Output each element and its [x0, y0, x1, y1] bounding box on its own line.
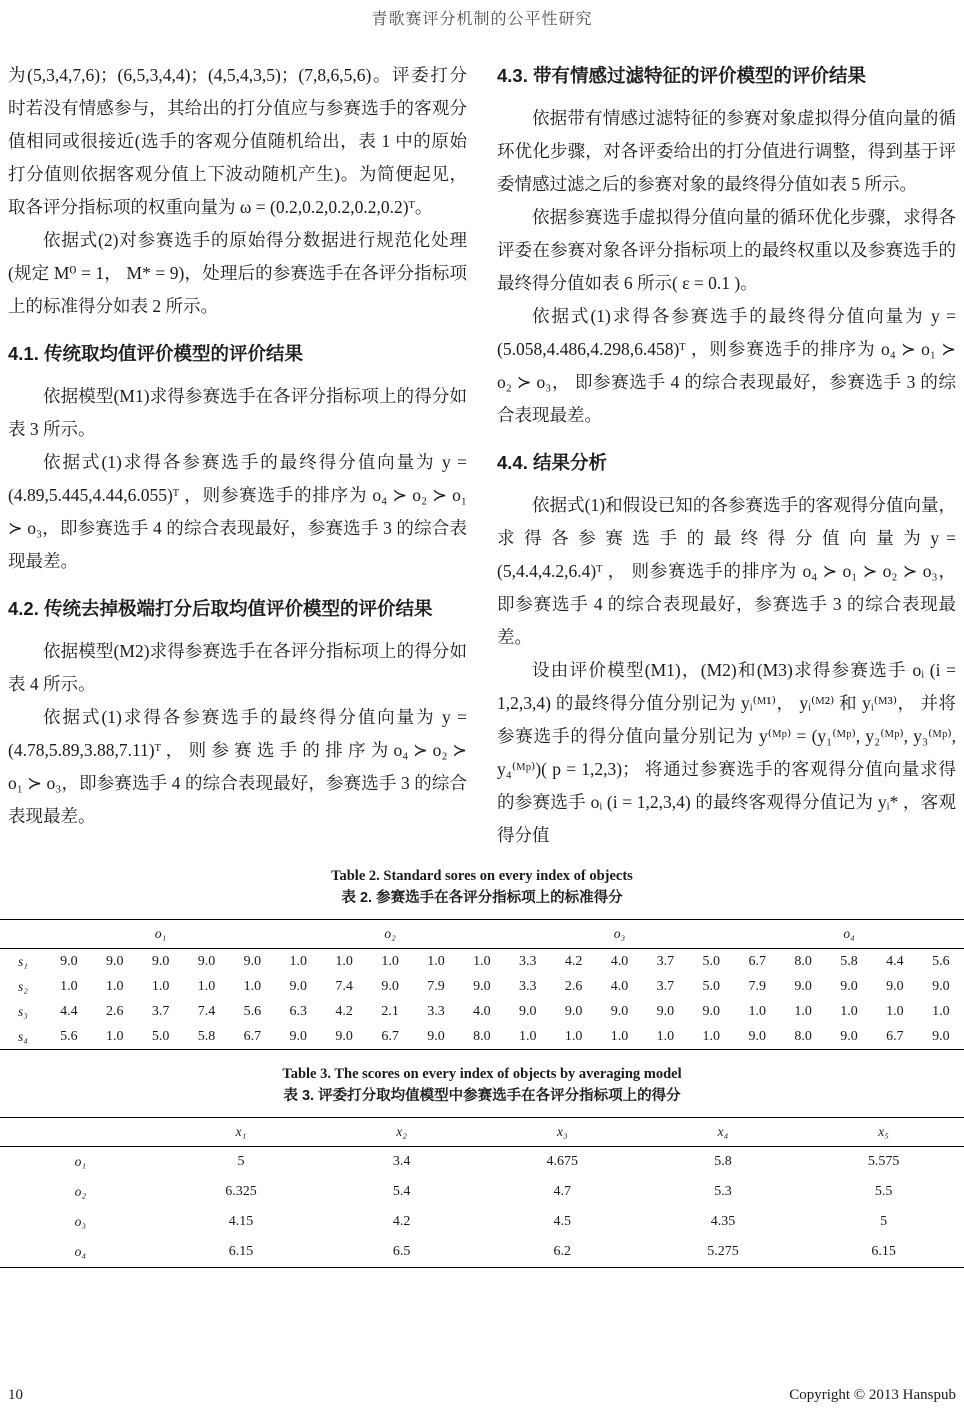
table-cell: 9.0 [427, 1028, 445, 1044]
table-cell: 1.0 [105, 1028, 124, 1044]
table-cell: 5.575 [867, 1154, 900, 1169]
section-heading-4-1: 4.1. 传统取均值评价模型的评价结果 [8, 343, 303, 364]
table-cell: 5.6 [60, 1028, 78, 1044]
row-label: o₄ [74, 1244, 87, 1259]
table-cell: 6.325 [225, 1184, 257, 1199]
table-cell: 9.0 [381, 978, 399, 994]
left-column [8, 59, 467, 852]
table-cell: 6.3 [289, 1003, 308, 1019]
table2-group-header-row [0, 920, 964, 949]
table-cell: 4.675 [546, 1154, 579, 1169]
table-cell: 6.2 [553, 1244, 572, 1259]
col-header-x2: x₂ [321, 1118, 482, 1147]
table-cell: 6.7 [243, 1028, 262, 1044]
row-label: o₁ [74, 1154, 87, 1169]
table-cell: 2.6 [564, 978, 583, 994]
table-cell: 9.0 [289, 1028, 308, 1044]
table-cell: 9.0 [151, 953, 170, 969]
table3-averaging-model-scores [0, 1117, 964, 1268]
table-cell: 7.4 [197, 1003, 216, 1019]
page-footer [8, 1387, 956, 1404]
table-cell: 5.0 [151, 1028, 170, 1044]
table-cell: 9.0 [289, 978, 308, 994]
table-cell: 6.15 [871, 1244, 896, 1259]
table-cell: 5.0 [702, 978, 721, 994]
table-cell: 1.0 [840, 1003, 858, 1019]
table-cell: 9.0 [197, 953, 216, 969]
table-cell: 3.3 [518, 953, 537, 969]
row-label: o₃ [74, 1214, 87, 1229]
table-cell: 3.4 [392, 1154, 411, 1169]
table-cell: 7.4 [335, 978, 353, 994]
table3-header-row [0, 1118, 964, 1147]
table-cell: 3.7 [656, 953, 675, 969]
col-header-x5: x₅ [803, 1118, 964, 1147]
two-column-body [0, 29, 964, 852]
table-cell: 3.7 [151, 1003, 170, 1019]
table-cell: 2.1 [381, 1003, 399, 1019]
paragraph-model-m2: 依据模型(M2)求得参赛选手在各评分指标项上的得分如表 4 所示。 [8, 641, 467, 694]
table-cell: 1.0 [656, 1028, 675, 1044]
table-row [0, 999, 964, 1024]
table-cell: 1.0 [518, 1028, 537, 1044]
table-cell: 3.7 [656, 978, 675, 994]
table-cell: 4.0 [473, 1003, 491, 1019]
table-cell: 8.0 [794, 953, 812, 969]
table-cell: 4.2 [335, 1003, 353, 1019]
group-header-o1: o₁ [46, 920, 275, 949]
table-cell: 1.0 [886, 1003, 904, 1019]
paragraph-notation: 设由评价模型(M1)，(M2)和(M3)求得参赛选手 oᵢ (i = 1,2,3,4) 的最终得分值分别记为 yᵢ⁽ᴹ¹⁾， yᵢ⁽ᴹ²⁾ 和 yᵢ⁽ᴹ³⁾， 并将参赛选手的得分值向量分别记为 y⁽ᴹᵖ⁾ = (y₁⁽ᴹᵖ⁾, y₂⁽ᴹᵖ⁾, y₃⁽ᴹᵖ⁾, y₄⁽ᴹᵖ⁾)( p = 1,2,3)； 将通过参赛选手的客观得分值向量求得的参赛选手 oᵢ (i = 1,2,3,4) 的最终客观得分值记为 yᵢ* ，客观得分值 [497, 660, 956, 845]
table-row [0, 1177, 964, 1207]
table-cell: 9.0 [610, 1003, 629, 1019]
section-heading-4-2: 4.2. 传统去掉极端打分后取均值评价模型的评价结果 [8, 598, 433, 619]
table-cell: 6.15 [228, 1244, 254, 1259]
table-cell: 1.0 [610, 1028, 629, 1044]
table-cell: 9.0 [748, 1028, 766, 1044]
table2-standard-scores [0, 919, 964, 1050]
col-header-x3: x₃ [482, 1118, 643, 1147]
table-cell: 9.0 [840, 978, 858, 994]
table-cell: 9.0 [564, 1003, 583, 1019]
table-cell: 5.8 [197, 1028, 216, 1044]
table-cell: 4.35 [710, 1214, 736, 1229]
row-label: o₂ [74, 1184, 87, 1199]
table-cell: 5.8 [840, 953, 858, 969]
table-row [0, 1237, 964, 1268]
table-row [0, 1024, 964, 1050]
table-cell: 5.0 [702, 953, 721, 969]
table-cell: 1.0 [381, 953, 399, 969]
table-cell: 1.0 [564, 1028, 583, 1044]
row-label: s₄ [17, 1028, 28, 1044]
table-cell: 4.15 [228, 1214, 254, 1229]
table-cell: 5.275 [707, 1244, 739, 1259]
table-cell: 6.5 [392, 1244, 411, 1259]
paragraph-objective-result: 依据式(1)和假设已知的各参赛选手的客观得分值向量， 求 得 各 参 赛 选 手 的 最 终 得 分 值 向 量 为 y = (5,4.4,4.2,6.4)ᵀ ， 则参赛选手的排序为 o₄ ≻ o₁ ≻ o₂ ≻ o₃， 即参赛选手 4 的综合表现最好，参赛选手 3 的综合表现最差。 [497, 495, 956, 647]
table-cell: 9.0 [243, 953, 262, 969]
table-cell: 5 [237, 1154, 245, 1169]
table-cell: 4.2 [564, 953, 583, 969]
table-cell: 9.0 [656, 1003, 675, 1019]
table2-caption-zh: 表 2. 参赛选手在各评分指标项上的标准得分 [341, 890, 623, 906]
table-cell: 1.0 [702, 1028, 721, 1044]
table-cell: 1.0 [932, 1003, 950, 1019]
table-cell: 5.6 [932, 953, 950, 969]
table-cell: 1.0 [748, 1003, 766, 1019]
table3-caption [0, 1064, 964, 1107]
group-header-o4: o₄ [734, 920, 964, 949]
table-cell: 8.0 [473, 1028, 491, 1044]
group-header-o3: o₃ [505, 920, 734, 949]
paragraph-normalization: 依据式(2)对参赛选手的原始得分数据进行规范化处理(规定 M⁰ = 1， M* = 9)，处理后的参赛选手在各评分指标项上的标准得分如表 2 所示。 [8, 230, 467, 316]
table-row [0, 1147, 964, 1178]
table-cell: 4.0 [610, 978, 629, 994]
table-cell: 4.4 [886, 953, 904, 969]
table-cell: 1.0 [335, 953, 353, 969]
table-cell: 3.3 [518, 978, 537, 994]
table2-header [0, 920, 964, 949]
table2-body [0, 949, 964, 1050]
table-cell: 7.9 [748, 978, 766, 994]
table3-header [0, 1118, 964, 1147]
table2-caption [0, 866, 964, 909]
table-cell: 4.4 [60, 1003, 78, 1019]
table-cell: 1.0 [289, 953, 308, 969]
page-number: 10 [8, 1387, 23, 1403]
table-cell: 4.7 [553, 1184, 572, 1199]
table-row [0, 974, 964, 999]
corner-cell [0, 1118, 161, 1147]
table2-caption-en: Table 2. Standard sores on every index of objects [331, 868, 633, 884]
table-cell: 9.0 [518, 1003, 537, 1019]
table-cell: 5.6 [243, 1003, 262, 1019]
paragraph-model-m1: 依据模型(M1)求得参赛选手在各评分指标项上的得分如表 3 所示。 [8, 386, 467, 439]
section-heading-4-4: 4.4. 结果分析 [497, 452, 607, 473]
tables-area [0, 866, 964, 1268]
table-cell: 9.0 [794, 978, 812, 994]
table-cell: 1.0 [105, 978, 124, 994]
table-cell: 9.0 [932, 1028, 950, 1044]
table-cell: 2.6 [105, 1003, 124, 1019]
table-cell: 4.2 [392, 1214, 411, 1229]
table-cell: 6.7 [748, 953, 766, 969]
paragraph-final-weights: 依据参赛选手虚拟得分值向量的循环优化步骤，求得各评委在参赛对象各评分指标项上的最终权重以及参赛选手的最终得分值如表 6 所示( ε = 0.1 )。 [497, 207, 956, 293]
paragraph-m1-result: 依据式(1)求得各参赛选手的最终得分值向量为 y = (4.89,5.445,4.44,6.055)ᵀ ，则参赛选手的排序为 o₄ ≻ o₂ ≻ o₁ ≻ o₃，即参赛选手 4 的综合表现最好，参赛选手 3 的综合表现最差。 [8, 452, 467, 571]
running-head-title: 青歌赛评分机制的公平性研究 [371, 11, 593, 28]
table-cell: 9.0 [840, 1028, 858, 1044]
table-cell: 5.5 [874, 1184, 893, 1199]
col-header-x4: x₄ [643, 1118, 804, 1147]
table3-caption-en: Table 3. The scores on every index of objects by averaging model [282, 1066, 682, 1082]
table-cell: 9.0 [473, 978, 491, 994]
row-label: s₃ [17, 1003, 28, 1019]
table-cell: 5.4 [392, 1184, 411, 1199]
table-cell: 1.0 [473, 953, 491, 969]
table3-body [0, 1147, 964, 1268]
table-cell: 1.0 [243, 978, 262, 994]
paragraph-continuation: 为(5,3,4,7,6)；(6,5,3,4,4)；(4,5,4,3,5)；(7,8,6,5,6)。评委打分时若没有情感参与，其给出的打分值应与参赛选手的客观分值相同或很接近(选手的客观分值随机给出，表 1 中的原始打分值则依据客观分值上下波动随机产生)。为简便起见，取各评分指标项的权重向量为 ω = (0.2,0.2,0.2,0.2,0.2)ᵀ。 [8, 65, 467, 217]
table-cell: 9.0 [932, 978, 950, 994]
table-cell: 7.9 [427, 978, 445, 994]
table-cell: 1.0 [151, 978, 170, 994]
table-cell: 1.0 [427, 953, 445, 969]
table-cell: 3.3 [427, 1003, 445, 1019]
table-cell: 6.7 [381, 1028, 399, 1044]
table-cell: 9.0 [335, 1028, 353, 1044]
table-cell: 9.0 [105, 953, 124, 969]
right-column [497, 59, 956, 852]
paragraph-m2-result: 依据式(1)求得各参赛选手的最终得分值向量为 y = (4.78,5.89,3.88,7.11)ᵀ ， 则 参 赛 选 手 的 排 序 为 o₄ ≻ o₂ ≻ o₁ ≻ o₃，即参赛选手 4 的综合表现最好，参赛选手 3 的综合表现最差。 [8, 707, 467, 826]
paragraph-emotion-filter: 依据带有情感过滤特征的参赛对象虚拟得分值向量的循环优化步骤，对各评委给出的打分值进行调整，得到基于评委情感过滤之后的参赛对象的最终得分值如表 5 所示。 [497, 108, 956, 194]
paragraph-m3-result: 依据式(1)求得各参赛选手的最终得分值向量为 y = (5.058,4.486,4.298,6.458)ᵀ ，则参赛选手的排序为 o₄ ≻ o₁ ≻ o₂ ≻ o₃， 即参赛选手 4 的综合表现最好，参赛选手 3 的综合表现最差。 [497, 306, 956, 425]
table-cell: 9.0 [60, 953, 78, 969]
row-label: s₁ [17, 953, 28, 969]
table-cell: 9.0 [886, 978, 904, 994]
col-header-x1: x₁ [161, 1118, 322, 1147]
row-label: s₂ [17, 978, 28, 994]
table-cell: 5.3 [714, 1184, 732, 1199]
table-cell: 4.5 [553, 1214, 572, 1229]
table3-caption-zh: 表 3. 评委打分取均值模型中参赛选手在各评分指标项上的得分 [283, 1088, 681, 1104]
table-cell: 5.8 [714, 1154, 732, 1169]
table-row [0, 1207, 964, 1237]
table-cell: 6.7 [886, 1028, 904, 1044]
table-cell: 4.0 [610, 953, 629, 969]
table-cell: 1.0 [794, 1003, 812, 1019]
table-cell: 1.0 [197, 978, 216, 994]
corner-cell [0, 920, 46, 949]
table-cell: 5 [880, 1214, 888, 1229]
group-header-o2: o₂ [275, 920, 504, 949]
table-cell: 9.0 [702, 1003, 721, 1019]
table-cell: 8.0 [794, 1028, 812, 1044]
copyright-text: Copyright © 2013 Hanspub [789, 1387, 956, 1403]
section-heading-4-3: 4.3. 带有情感过滤特征的评价模型的评价结果 [497, 65, 866, 86]
table-cell: 1.0 [60, 978, 78, 994]
table-row [0, 949, 964, 975]
